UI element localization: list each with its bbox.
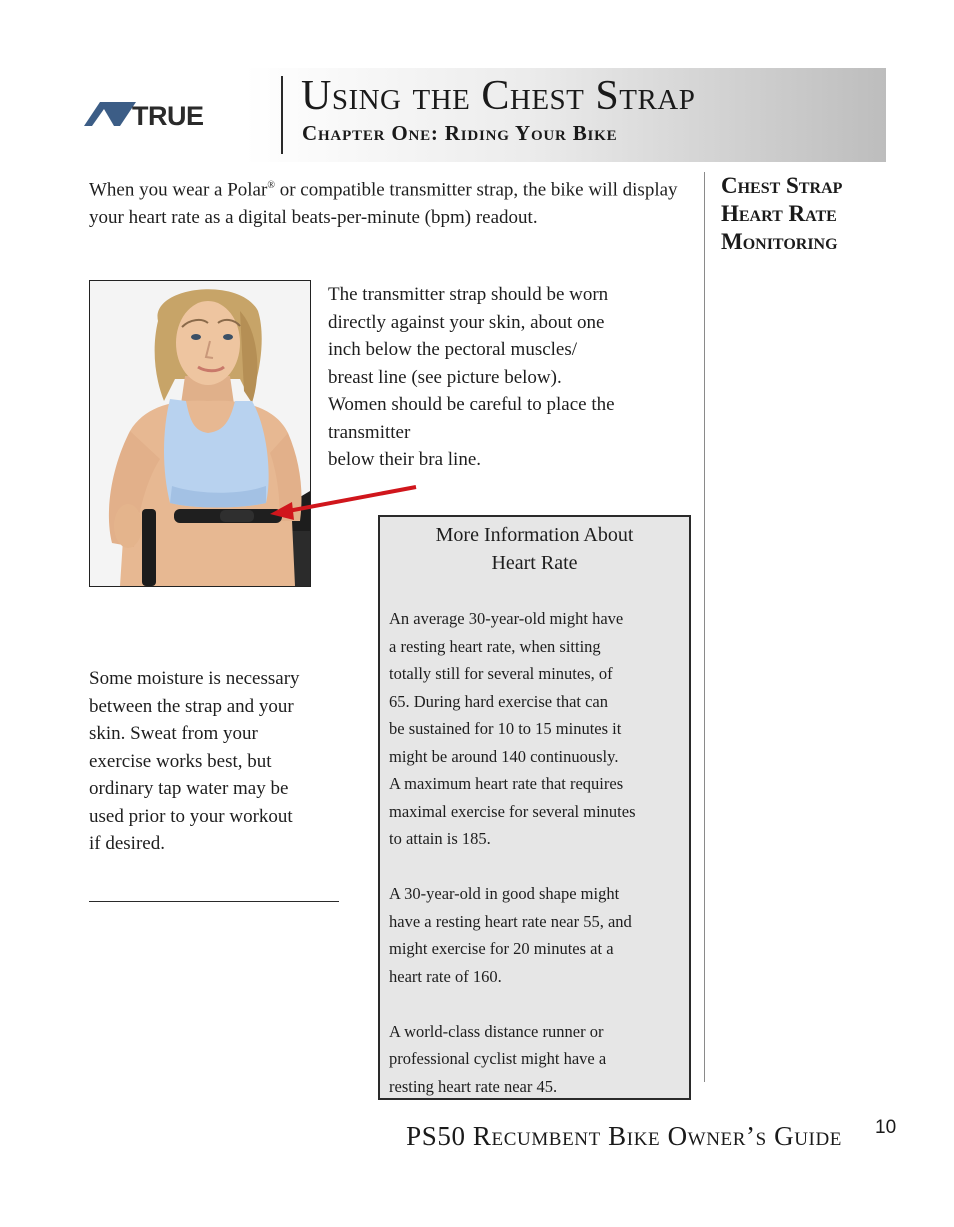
info-line: to attain is 185. [389,829,491,848]
intro-text-start: When you wear a Polar [89,179,268,201]
info-title-line: More Information About [435,524,634,546]
moisture-line: skin. Sweat from your [89,723,258,744]
page-title: Using the Chest Strap [301,73,696,119]
sidebar-heading-line: Chest Strap [721,173,843,198]
true-logo [84,100,252,130]
info-line: totally still for several minutes, of [389,664,613,683]
chest-strap-photo [89,280,311,587]
paragraph-gap [389,853,685,881]
info-line: professional cyclist might have a [389,1049,607,1068]
placement-line: transmitter [328,421,411,443]
placement-line: breast line (see picture below). [328,366,562,388]
info-line: A maximum heart rate that requires [389,774,624,793]
moisture-line: between the strap and your [89,695,294,717]
info-line: be sustained for 10 to 15 minutes it [389,719,622,738]
placement-line: inch below the pectoral muscles/ [328,339,578,360]
header-divider [281,76,283,154]
moisture-line: Some moisture is necessary [89,668,300,689]
info-line: have a resting heart rate near 55, and [389,911,632,931]
info-line: might exercise for 20 minutes at a [389,939,614,958]
info-line: heart rate of 160. [389,966,502,986]
moisture-line: exercise works best, but [89,750,272,772]
moisture-paragraph [89,665,354,858]
info-line: might be around 140 continuously. [389,746,619,766]
page-number: 10 [875,1117,897,1138]
info-box-body [389,605,685,1100]
moisture-line: ordinary tap water may be [89,778,289,799]
sidebar-heading-line: Heart Rate [721,201,837,226]
info-box-title [380,521,689,577]
info-line: An average 30-year-old might have [389,609,624,628]
logo-wordmark: TRUE [132,101,204,130]
section-rule [89,901,339,902]
sidebar-heading [721,172,886,256]
placement-line: The transmitter strap should be worn [328,284,609,305]
placement-paragraph [328,281,693,474]
intro-text-end: or compatible transmitter strap, the bike will display your heart rate as a digital beats-per-minute (bpm) readout. [89,179,678,228]
guide-title: PS50 Recumbent Bike Owner’s Guide [406,1121,842,1151]
moisture-line: used prior to your workout [89,805,293,827]
chapter-title: Chapter One: Riding Your Bike [302,121,618,145]
registered-mark: ® [267,180,275,191]
info-line: maximal exercise for several minutes [389,801,636,821]
info-title-line: Heart Rate [491,552,578,574]
heart-rate-info-box [378,515,691,1100]
sidebar-heading-line: Monitoring [721,229,838,254]
moisture-line: if desired. [89,833,165,854]
placement-line: directly against your skin, about one [328,311,605,333]
info-line: A 30-year-old in good shape might [389,884,620,903]
placement-line: Women should be careful to place the [328,394,615,415]
placement-line: below their bra line. [328,449,482,470]
paragraph-gap [389,990,685,1018]
info-line: A world-class distance runner or [389,1021,604,1041]
intro-paragraph [89,172,684,231]
info-line: 65. During hard exercise that can [389,691,608,711]
info-line: a resting heart rate, when sitting [389,636,601,656]
sidebar-divider [704,172,705,1082]
info-line: resting heart rate near 45. [389,1076,558,1096]
